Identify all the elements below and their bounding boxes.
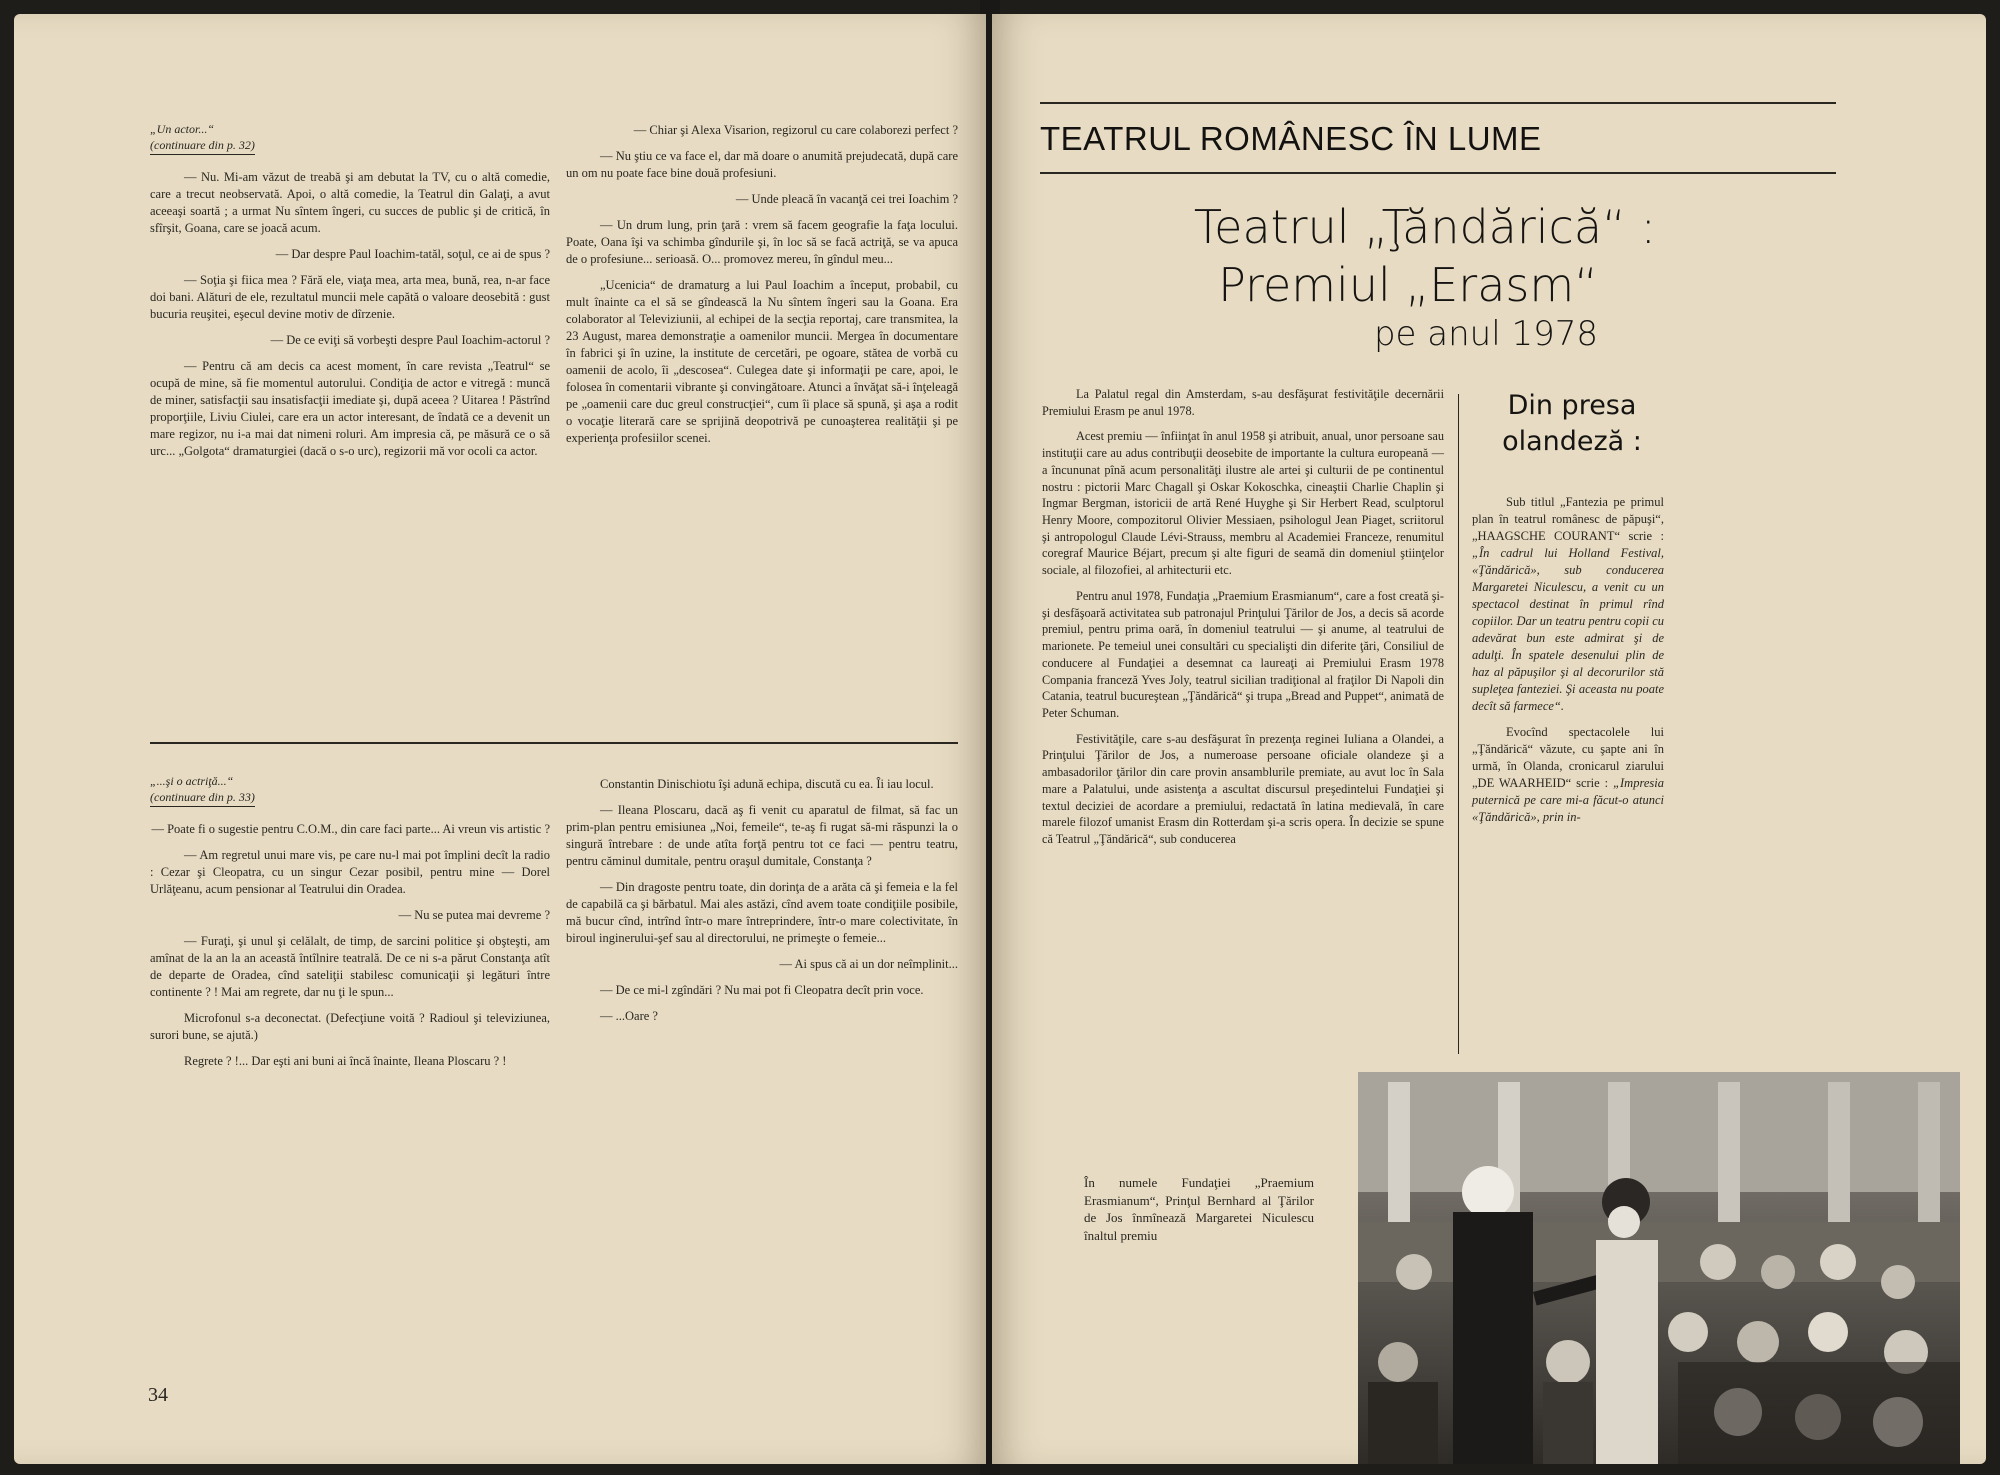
presa-p1-intro: Sub titlul „Fantezia pe primul plan în teatrul românesc de păpuşi“, „HAAGSCHE COURANT“ scrie : xyxy=(1472,495,1664,543)
actress-c1-p5: Regrete ? !... Dar eşti ani buni ai încă înainte, Ileana Ploscaru ? ! xyxy=(184,1054,507,1069)
actor-column-1 xyxy=(150,122,550,469)
actor-c1-p2: — Soţia şi fiica mea ? Fără ele, viaţa mea, arta mea, bună, rea, n-ar face doi bani. Alături de ele, rezultatul muncii mele capătă o valoare deosebită : gust bucuria reuşitei, eşecul devine motiv de dîrzenie. xyxy=(150,273,550,322)
actress-c2-p4: — De ce mi-l zgîndări ? Nu mai pot fi Cleopatra decît prin voce. xyxy=(600,983,924,997)
presa-p2-intro: Evocînd spectacolele lui „Ţăndărică“ văzute, cu şapte ani în urmă, în Olanda, cronicarul ziarului „DE WAARHEID“ scrie : xyxy=(1472,725,1664,790)
actor-column-2 xyxy=(566,122,958,456)
title-rule-top xyxy=(1040,102,1836,104)
actress-column-1 xyxy=(150,774,550,1079)
actress-c1-p3: — Furaţi, şi unul şi celălalt, de timp, de sarcini politice şi obşteşti, am amînat de la an la an această întîlnire teatrală. De ce ni s-a părut Constanţa atît de departe de Oradea, cînd sateliţii stabilesc comunicaţii şi legături între continente ? ! Mai am regrete, dar nu ţi le spun... xyxy=(150,934,550,1000)
right-page xyxy=(992,14,1986,1464)
left-page xyxy=(14,14,986,1464)
presa-title-line-1: Din presa xyxy=(1507,390,1637,421)
actor-c1-p3: — De ce eviţi să vorbeşti despre Paul Ioachim-actorul ? xyxy=(270,333,550,348)
actress-c2-p0: Constantin Dinischiotu îşi adună echipa, discută cu ea. Îi iau locul. xyxy=(600,777,934,791)
actor-c2-p0: — Chiar şi Alexa Visarion, regizorul cu care colaborezi perfect ? xyxy=(633,123,958,137)
headline-line-1: Teatrul „Ţăndărică“ : xyxy=(1193,200,1656,254)
presa-p1-quote: „În cadrul lui Holland Festival, «Ţăndărică», sub conducerea Margaretei Niculescu, a venit cu un spectacol destinat în primul rînd copiilor. Dar un teatru pentru copii cu adevărat bun este admirat şi de adulţi. În spatele desenului plin de haz al păpuşilor şi al decorurilor stă supleţea fanteziei. Şi aceasta nu poate decît să farmece“. xyxy=(1472,546,1664,713)
presa-title-line-2: olandeză : xyxy=(1502,426,1642,458)
actress-c2-p5: — ...Oare ? xyxy=(600,1009,658,1023)
award-ceremony-photo xyxy=(1358,1072,1960,1464)
actor-c1-p0: — Nu. Mi-am văzut de treabă şi am debutat la TV, cu o altă comedie, care a trecut neobservată. Apoi, o altă comedie, la Teatrul din Galaţi, a avut aceeaşi soartă ; a urmat Nu sîntem îngeri, cu succes de public şi de critică, în sfîrşit, Goana, care se joacă acum. xyxy=(150,170,550,236)
actress-c1-p4: Microfonul s-a deconectat. (Defecţiune voită ? Radioul şi televiziunea, surori bune, se ajută.) xyxy=(150,1011,550,1043)
actress-c2-p1: — Ileana Ploscaru, dacă aş fi venit cu aparatul de filmat, să fac un prim-plan pentru emisiunea „Noi, femeile“, te-aş fi rugat să-mi răspunzi la o singură întrebare : de unde atîta forţă pentru tot ce faci — pentru teatru, pentru căminul dumitale, pentru oraşul dumitale, Constanţa ? xyxy=(566,803,958,868)
actress-continuation-note xyxy=(150,774,550,807)
presa-column xyxy=(1472,494,1664,835)
award-ceremony-photo-image xyxy=(1358,1072,1960,1464)
actor-c2-p1: — Nu ştiu ce va face el, dar mă doare o anumită prejudecată, după care un om nu poate face bine două profesiuni. xyxy=(566,149,958,180)
article-p3: Festivităţile, care s-au desfăşurat în prezenţa reginei Iuliana a Olandei, a Prinţului Ţărilor de Jos, a numeroase persoane oficiale olandeze şi a ambasadorilor ţărilor din care provin ansamblurile premiate, au avut loc în Sala mare a Palatului, unde asistenţa a ascultat discursul preşedintelui Fundaţiei şi textul deciziei de acordare a premiului, redactată în latina medievală, în care marele filozof umanist Erasm din Rotterdam şi-a scris opera. În decizie se spune că Teatrul „Ţăndărică“, sub conducerea xyxy=(1042,731,1444,846)
actor-continuation-title: „Un actor...“ xyxy=(150,122,215,136)
actor-c2-p2: — Unde pleacă în vacanţă cei trei Ioachim ? xyxy=(735,192,958,206)
actress-continuation-title: „...şi o actriţă...“ xyxy=(150,774,234,788)
actor-continuation-note xyxy=(150,122,550,155)
actor-c1-p4: — Pentru că am decis ca acest moment, în care revista „Teatrul“ se ocupă de mine, să fie momentul autorului. Condiţia de actor e vitregă : muncă de miner, satisfacţii sau insatisfacţii imediate şi, după aceea ? Uitarea ! Păstrînd proporţiile, Liviu Ciulei, care era un actor interesant, de îndată ce a devenit un mare regizor, nu i-a mai dat nimeni roluri. Am impresia că, pe măsură ce o să urc... „Golgota“ dramaturgiei (dacă o s-o urc), regizorii mă vor ocoli ca actor. xyxy=(150,359,550,459)
page-number: 34 xyxy=(148,1384,168,1406)
article-p1: Acest premiu — înfiinţat în anul 1958 şi atribuit, anual, unor persoane sau instituţii care au adus contribuţii deosebite de importante la cultura europeană — a încununat pînă acum personalităţi ilustre ale artei şi culturii de pe continentul nostru : pictorii Marc Chagall şi Oskar Kokoschka, cineaştii Charlie Chaplin şi Ingmar Bergman, istoricii de artă René Huyghe şi Sir Herbert Read, sculptorul Henry Moore, compozitorul Olivier Messiaen, psihologul Jean Piaget, scriitorul şi antropologul Claude Lévi-Strauss, membru al Academiei Franceze, renumitul coregraf Maurice Béjart, precum şi alte figuri de seamă din domeniul ştiinţelor sociale, al filozofiei, al arhitecturii etc. xyxy=(1042,429,1444,578)
actress-c2-p3: — Ai spus că ai un dor neîmplinit... xyxy=(779,957,958,971)
photo-caption: În numele Fundaţiei „Praemium Erasmianum“, Prinţul Bernhard al Ţărilor de Jos înmînează Margaretei Niculescu înaltul premiu xyxy=(1084,1175,1314,1244)
actor-c2-p3: — Un drum lung, prin ţară : vrem să facem geografie la faţa locului. Poate, Oana îşi va schimba gîndurile şi, în loc să se facă actriţă, se va apuca de o profesiune... serioasă. O... promovez mereu, în gîndul meu... xyxy=(566,218,958,266)
presa-p2-quote: „Impresia puternică pe care mi-a făcut-o atunci «Ţăndărică», prin in- xyxy=(1472,776,1664,824)
actress-continuation-ref: (continuare din p. 33) xyxy=(150,790,255,808)
actor-c2-p4: „Ucenicia“ de dramaturg a lui Paul Ioachim a început, probabil, cu mult înainte ca el să se gîndească la Nu sîntem îngeri sau la Goana. Era colaborator al Televiziunii, al echipei de la secţia reportaj, care transmitea, la 23 August, marea demonstraţie a oamenilor muncii. Mergea în documentare în fabrici şi în uzine, la institute de cercetări, pe ogoare, stătea de vorbă cu oamenii de acolo, îi „descosea“. Culegea date şi informaţii pe care, apoi, le folosea în comentarii vibrante şi convingătoare. Atunci a învăţat să-i înţeleagă pe „oamenii care duc greul construcţiei“, cum îi place să spună, şi aşa a rodit o vocaţie literară care se sprijină deopotrivă pe cunoaşterea realităţii şi pe experienţa profesiilor scenei. xyxy=(566,278,958,445)
presa-p1 xyxy=(1472,494,1664,715)
article-p2: Pentru anul 1978, Fundaţia „Praemium Erasmianum“, care a fost creată şi-şi desfăşoară activitatea sub patronajul Prinţului Ţărilor de Jos, a decis să acorde premiul, pentru prima oară, în domeniul teatrului — şi anume, al teatrului de marionete. Pe temeiul unei consultări cu specialişti din diferite ţări, Consiliul de conducere al Fundaţiei a desemnat ca laureaţi ai Premiului Erasm 1978 Compania franceză Yves Joly, teatrul sicilian tradiţional al fraţilor Di Napoli din Catania, teatrul bucureştean „Ţăndărică“ şi trupa „Bread and Puppet“, animată de Peter Schuman. xyxy=(1042,588,1444,720)
headline-line-2: Premiul „Erasm“ xyxy=(1218,258,1598,312)
article-p0: La Palatul regal din Amsterdam, s-au desfăşurat festivităţile decernării Premiului Erasm pe anul 1978. xyxy=(1042,387,1444,418)
actress-c1-p1: — Am regretul unui mare vis, pe care nu-l mai pot împlini decît la radio : Cezar şi Cleopatra, cu un singur Cezar posibil, pentru mine — Dorel Urlăţeanu, acum pensionar al Teatrului din Oradea. xyxy=(150,848,550,897)
actress-c2-p2: — Din dragoste pentru toate, din dorinţa de a arăta că şi femeia e la fel de capabilă ca şi bărbatul. Mai ales astăzi, cînd avem toate condiţiile posibile, mă bucur cînd, intrînd într-o mare întreprindere, într-o mare colectivitate, în biroul inginerului-şef sau al directorului, ne primeşte o femeie... xyxy=(566,880,958,945)
actress-c1-p2: — Nu se putea mai devreme ? xyxy=(398,908,550,923)
article-body xyxy=(1042,386,1444,857)
actor-c1-p1: — Dar despre Paul Ioachim-tatăl, soţul, ce ai de spus ? xyxy=(275,247,550,262)
title-rule-bottom xyxy=(1040,172,1836,174)
actress-c1-p0: — Poate fi o sugestie pentru C.O.M., din care faci parte... Ai vreun vis artistic ? xyxy=(151,822,550,837)
section-title: TEATRUL ROMÂNESC ÎN LUME xyxy=(1040,120,1542,157)
section-divider xyxy=(150,742,958,744)
actor-continuation-ref: (continuare din p. 32) xyxy=(150,138,255,156)
actress-column-2 xyxy=(566,776,958,1034)
presa-p2 xyxy=(1472,724,1664,826)
headline-line-3: pe anul 1978 xyxy=(1373,314,1598,354)
column-divider xyxy=(1458,394,1459,1054)
presa-title xyxy=(1472,388,1672,461)
